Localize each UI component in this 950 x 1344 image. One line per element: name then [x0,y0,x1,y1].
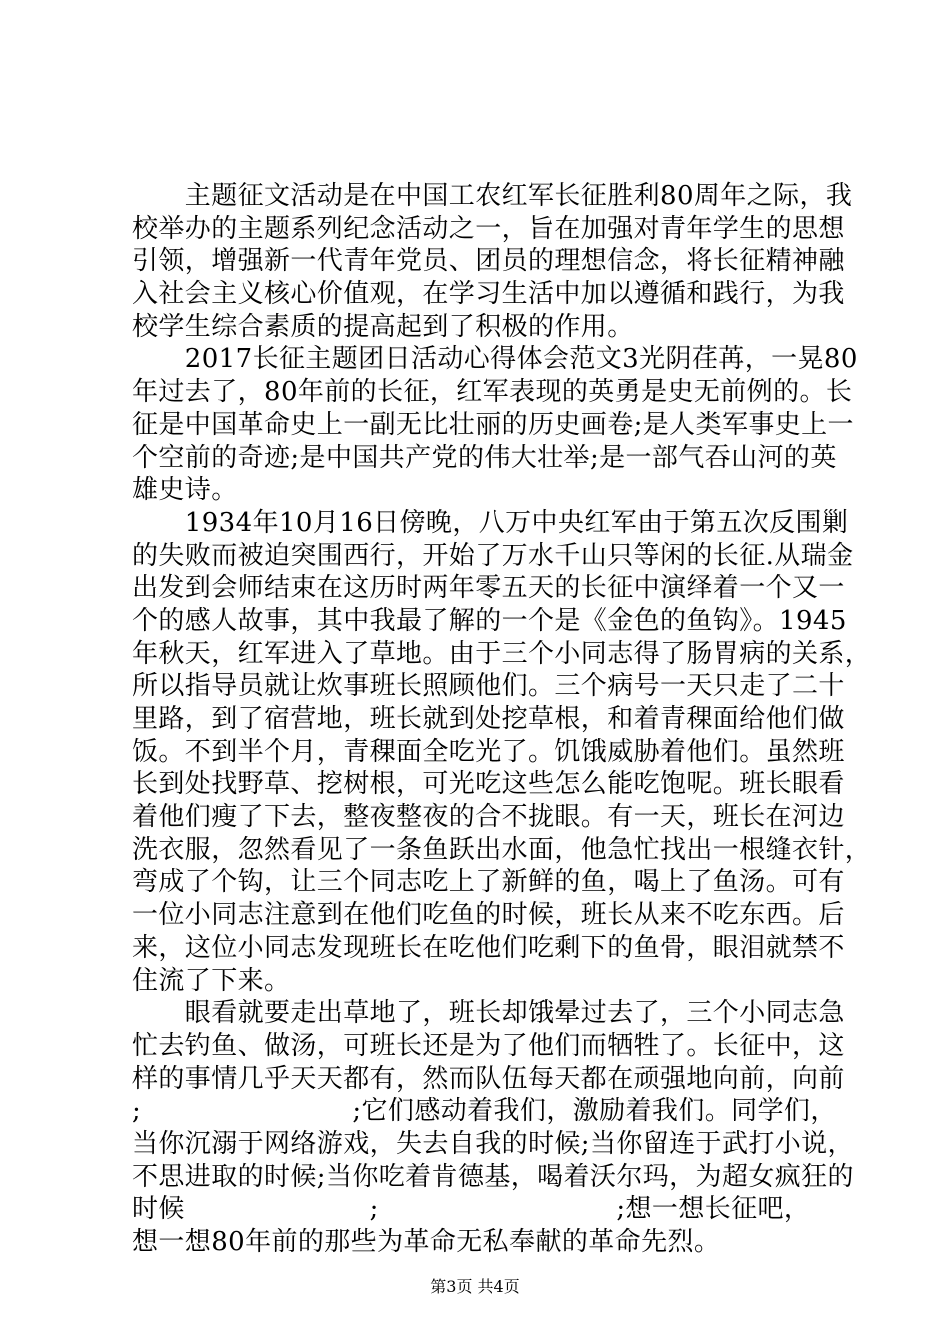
text-line: 时候 ; ;想一想长征吧， [132,1194,811,1224]
text-line: 洗衣服，忽然看见了一条鱼跃出水面，他急忙找出一根缝衣针， [132,835,872,865]
page-number-footer: 第3页 共4页 [430,1277,520,1296]
text-line: 1934年10月16日傍晚，八万中央红军由于第五次反围剿 [132,508,849,538]
text-line: 年过去了，80年前的长征，红军表现的英勇是史无前例的。长 [132,377,853,407]
text-line: 所以指导员就让炊事班长照顾他们。三个病号一天只走了二十 [132,671,845,701]
text-line: 个的感人故事，其中我最了解的一个是《金色的鱼钩》。1945 [132,606,847,636]
text-line: 入社会主义核心价值观，在学习生活中加以遵循和践行，为我 [132,279,845,309]
text-line: 出发到会师结束在这历时两年零五天的长征中演绎着一个又一 [132,573,845,603]
text-line: 征是中国革命史上一副无比壮丽的历史画卷;是人类军事史上一 [132,410,854,440]
text-line: ; ;它们感动着我们，激励着我们。同学们， [132,1096,837,1126]
text-line: 一位小同志注意到在他们吃鱼的时候，班长从来不吃东西。后 [132,900,845,930]
text-line: 来，这位小同志发现班长在吃他们吃剩下的鱼骨，眼泪就禁不 [132,933,845,963]
text-line: 样的事情几乎天天都有，然而队伍每天都在顽强地向前，向前 [132,1064,845,1094]
text-line: 主题征文活动是在中国工农红军长征胜利80周年之际，我 [132,181,853,211]
text-line: 不思进取的时候;当你吃着肯德基，喝着沃尔玛，为超女疯狂的 [132,1162,854,1192]
text-line: 当你沉溺于网络游戏，失去自我的时候;当你留连于武打小说， [132,1129,854,1159]
text-line: 年秋天，红军进入了草地。由于三个小同志得了肠胃病的关系， [132,639,872,669]
text-line: 个空前的奇迹;是中国共产党的伟大壮举;是一部气吞山河的英 [132,443,837,473]
text-line: 雄史诗。 [132,475,238,505]
text-line: 的失败而被迫突围西行，开始了万水千山只等闲的长征.从瑞金 [132,541,854,571]
text-line: 里路，到了宿营地，班长就到处挖草根，和着青稞面给他们做 [132,704,845,734]
text-line: 长到处找野草、挖树根，可光吃这些怎么能吃饱呢。班长眼看 [132,769,845,799]
text-line: 眼看就要走出草地了，班长却饿晕过去了，三个小同志急 [132,998,845,1028]
text-line: 弯成了个钩，让三个同志吃上了新鲜的鱼，喝上了鱼汤。可有 [132,867,845,897]
text-line: 着他们瘦了下去，整夜整夜的合不拢眼。有一天，班长在河边 [132,802,845,832]
text-line: 饭。不到半个月，青稞面全吃光了。饥饿威胁着他们。虽然班 [132,737,845,767]
text-line: 校举办的主题系列纪念活动之一，旨在加强对青年学生的思想 [132,214,845,244]
text-line: 2017长征主题团日活动心得体会范文3光阴荏苒，一晃80 [132,344,858,374]
text-line: 校学生综合素质的提高起到了积极的作用。 [132,312,634,342]
text-line: 引领，增强新一代青年党员、团员的理想信念，将长征精神融 [132,246,845,276]
text-line: 想一想80年前的那些为革命无私奉献的革命先烈。 [132,1227,721,1257]
text-line: 住流了下来。 [132,966,291,996]
text-line: 忙去钓鱼、做汤，可班长还是为了他们而牺牲了。长征中，这 [132,1031,845,1061]
